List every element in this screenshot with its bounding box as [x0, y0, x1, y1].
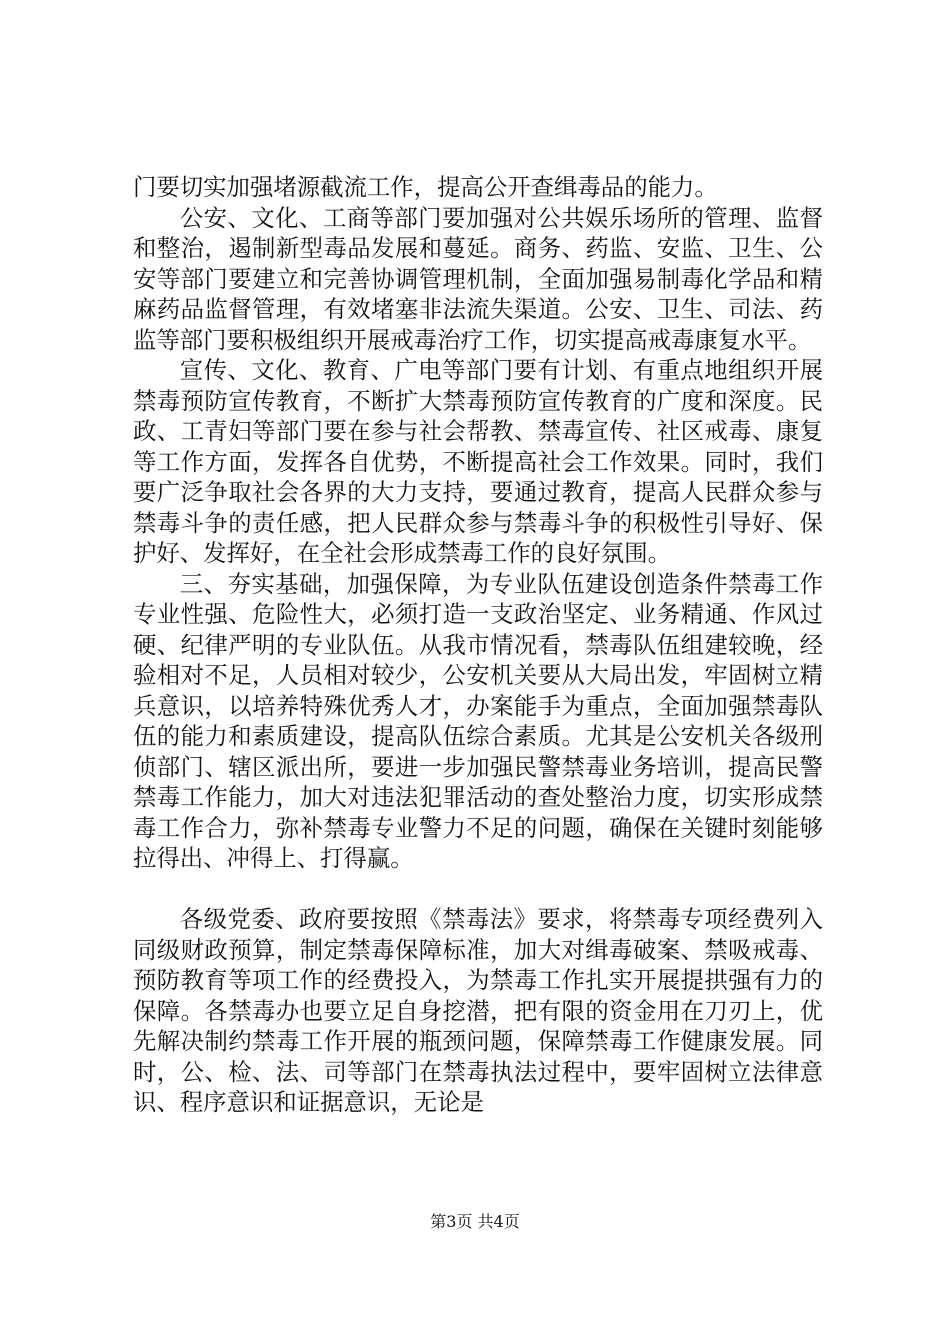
paragraph-1: 门要切实加强堵源截流工作，提高公开查缉毒品的能力。: [133, 173, 718, 201]
page-number-label: 第3页 共4页: [430, 1212, 520, 1231]
page-footer: [0, 1212, 950, 1232]
paragraph-4: 三、夯实基础，加强保障，为专业队伍建设创造条件禁毒工作专业性强、危险性大，必须打造一支政治坚定、业务精通、作风过硬、纪律严明的专业队伍。从我市情况看，禁毒队伍组建较晚，经验相对不足，人员相对较少，公安机关要从大局出发，牢固树立精兵意识，以培养特殊优秀人才，办案能手为重点，全面加强禁毒队伍的能力和素质建设，提高队伍综合素质。尤其是公安机关各级刑侦部门、辖区派出所，要进一步加强民警禁毒业务培训，提高民警禁毒工作能力，加大对违法犯罪活动的查处整治力度，切实形成禁毒工作合力，弥补禁毒专业警力不足的问题，确保在关键时刻能够拉得出、冲得上、打得赢。: [133, 569, 823, 872]
paragraph-5: 各级党委、政府要按照《禁毒法》要求，将禁毒专项经费列入同级财政预算，制定禁毒保障标准，加大对缉毒破案、禁吸戒毒、预防教育等项工作的经费投入，为禁毒工作扎实开展提拱强有力的保障。各禁毒办也要立足自身挖潜，把有限的资金用在刀刃上，优先解决制约禁毒工作开展的瓶颈问题，保障禁毒工作健康发展。同时，公、检、法、司等部门在禁毒执法过程中，要牢固树立法律意识、程序意识和证据意识，无论是: [133, 905, 823, 1116]
paragraph-3: 宣传、文化、教育、广电等部门要有计划、有重点地组织开展禁毒预防宣传教育，不断扩大禁毒预防宣传教育的广度和深度。民政、工青妇等部门要在参与社会帮教、禁毒宣传、社区戒毒、康复等工作方面，发挥各自优势，不断提高社会工作效果。同时，我们要广泛争取社会各界的大力支持，要通过教育，提高人民群众参与禁毒斗争的责任感，把人民群众参与禁毒斗争的积极性引导好、保护好、发挥好，在全社会形成禁毒工作的良好氛围。: [133, 356, 823, 567]
paragraph-2: 公安、文化、工商等部门要加强对公共娱乐场所的管理、监督和整治，遏制新型毒品发展和蔓延。商务、药监、安监、卫生、公安等部门要建立和完善协调管理机制，全面加强易制毒化学品和精麻药品监督管理，有效堵塞非法流失渠道。公安、卫生、司法、药监等部门要积极组织开展戒毒治疗工作，切实提高戒毒康复水平。: [133, 203, 823, 354]
document-body: [133, 172, 823, 1118]
